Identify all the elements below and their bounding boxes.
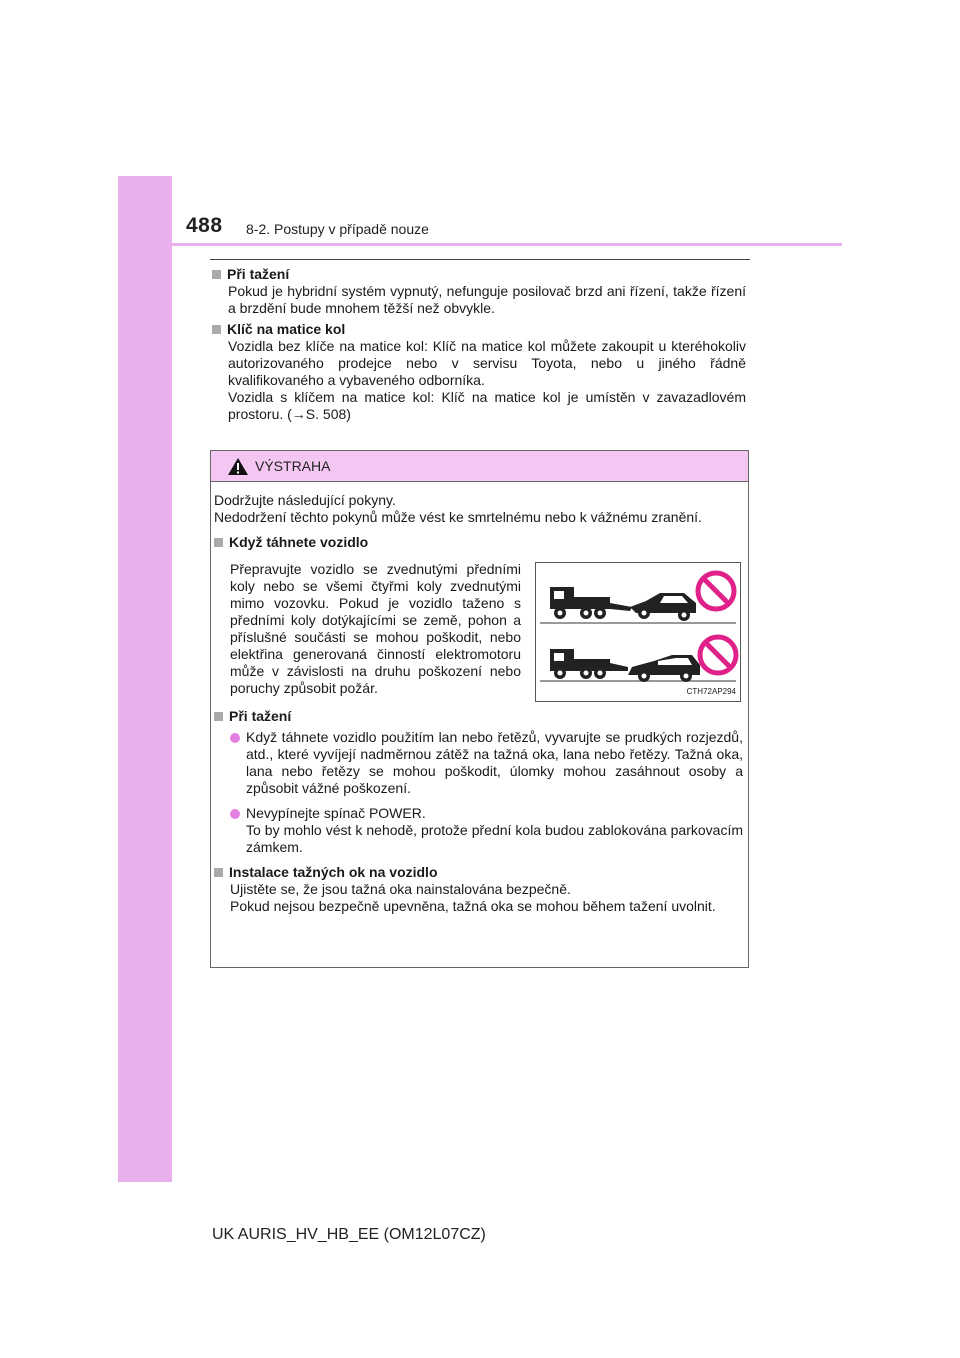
tow-truck-bottom-icon <box>540 637 736 682</box>
tow-eye-text-1: Ujistěte se, že jsou tažná oka nainstalována bezpečně. <box>230 881 571 897</box>
bullet-item <box>230 729 743 797</box>
square-bullet-icon <box>212 325 221 334</box>
warning-body <box>211 482 748 915</box>
wrench-text-2: Vozidla s klíčem na matice kol: Klíč na matice kol je umístěn v zavazadlovém prostoru. (→S. 508) <box>228 389 746 422</box>
square-bullet-icon <box>214 712 223 721</box>
bullet-text: Když táhnete vozidlo použitím lan nebo řetězů, vyvarujte se prudkých rozjezdů, atd., které vyvíjejí nadměrnou zátěž na tažná oka, lana nebo řetězy. Tažná oka, lana nebo řetězy se mohou poškodit, úlomky mohou zasáhnout osoby a způsobit vážné poškození. <box>246 729 743 796</box>
warning-intro-2: Nedodržení těchto pokynů může vést ke smrtelnému nebo k vážnému zranění. <box>214 509 702 525</box>
warning-triangle-icon <box>227 457 249 476</box>
tow-eye-heading: Instalace tažných ok na vozidlo <box>214 864 743 881</box>
tow-truck-illustration-icon <box>536 563 740 701</box>
wrench-text-1: Vozidla bez klíče na matice kol: Klíč na matice kol můžete zakoupit u kteréhokoliv autorizovaného prodejce nebo v servisu Toyota, nebo u jiného řádně kvalifikovaného a vybaveného odborníka. <box>228 338 746 388</box>
warning-title: VÝSTRAHA <box>255 458 331 474</box>
towing-text: Pokud je hybridní systém vypnutý, nefunguje posilovač brzd ani řízení, takže řízení a brzdění bude mnohem těžší než obvykle. <box>228 283 746 316</box>
footer-code: UK AURIS_HV_HB_EE (OM12L07CZ) <box>212 1226 486 1243</box>
towing-warning-heading: Při tažení <box>214 708 743 725</box>
tow-eye-text-2: Pokud nejsou bezpečně upevněna, tažná oka se mohou během tažení uvolnit. <box>230 898 716 914</box>
towing-vehicle-row <box>214 561 743 702</box>
warning-intro-1: Dodržujte následující pokyny. <box>214 492 396 508</box>
warning-header <box>211 451 748 482</box>
bullet-item <box>230 805 743 856</box>
wrench-heading: Klíč na matice kol <box>212 321 746 338</box>
towing-heading: Při tažení <box>212 266 746 283</box>
page-side-tab <box>118 176 172 1182</box>
section-title: 8-2. Postupy v případě nouze <box>246 221 429 237</box>
content-rule <box>210 259 750 260</box>
square-bullet-icon <box>214 868 223 877</box>
towing-illustration <box>535 562 741 702</box>
towing-vehicle-text: Přepravujte vozidlo se zvednutými předními koly nebo se všemi čtyřmi koly zvednutými mimo vozovku. Pokud je vozidlo taženo s předními koly dotýkajícími se země, pohon a příslušné součásti se mohou poškodit, nebo elektřina generovaná činností elektromotoru může v závislosti na druhu poškození nebo poruchy způsobit požár. <box>230 561 521 696</box>
header-rule <box>172 243 842 246</box>
main-content <box>212 266 746 423</box>
page-number: 488 <box>186 214 223 237</box>
figure-code: CTH72AP294 <box>686 687 736 696</box>
bullet-text: To by mohlo vést k nehodě, protože přední kola budou zablokována parkovacím zámkem. <box>246 822 743 855</box>
square-bullet-icon <box>214 538 223 547</box>
round-bullet-icon <box>230 809 240 819</box>
warning-box <box>210 450 749 968</box>
tow-truck-top-icon <box>540 573 736 623</box>
bullet-text: Nevypínejte spínač POWER. <box>246 805 426 821</box>
towing-vehicle-heading: Když táhnete vozidlo <box>214 534 743 551</box>
round-bullet-icon <box>230 733 240 743</box>
square-bullet-icon <box>212 270 221 279</box>
